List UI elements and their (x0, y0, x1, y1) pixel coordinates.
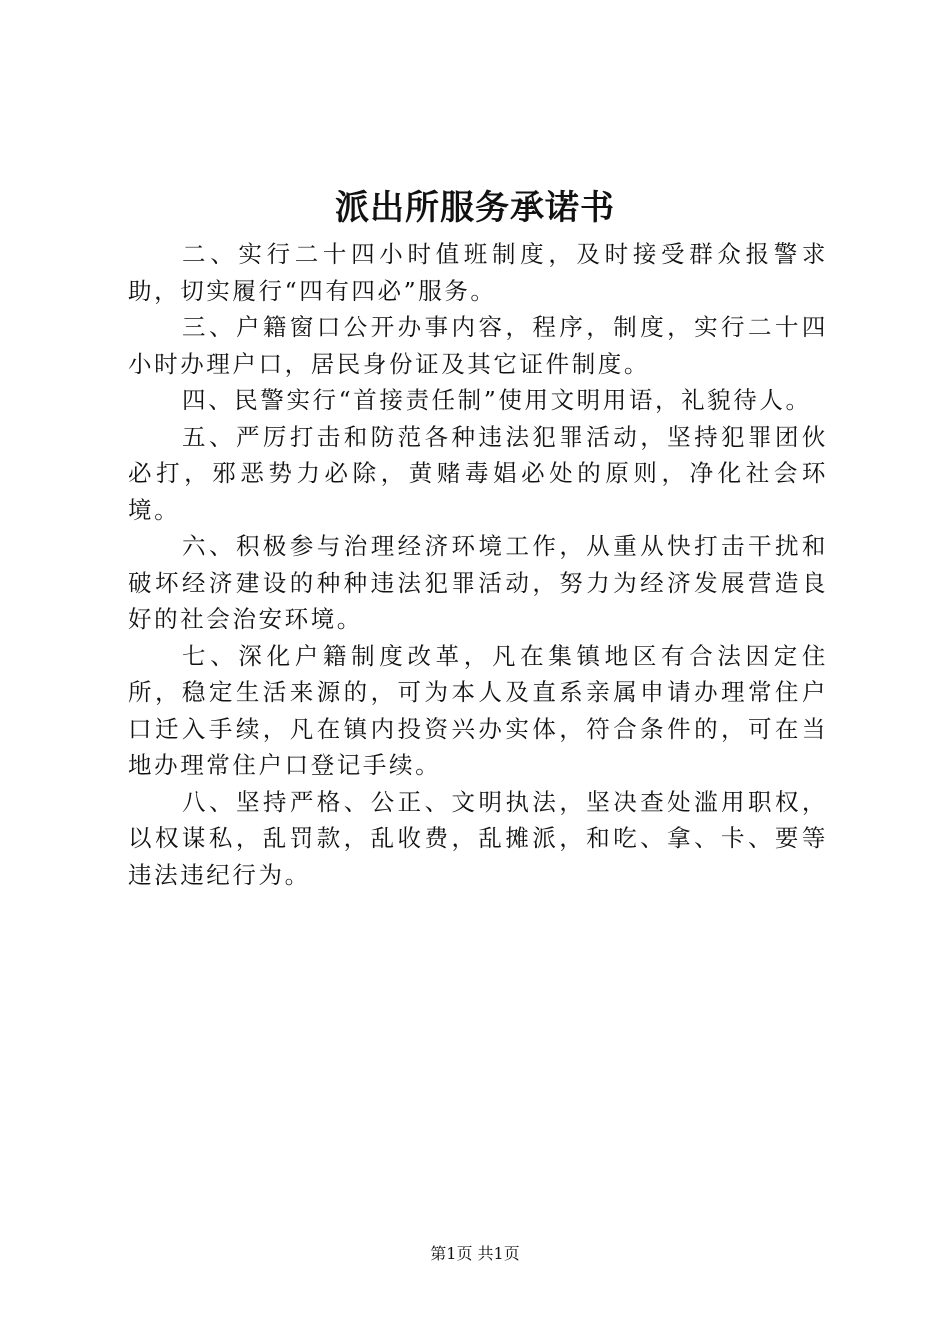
page-number-footer: 第1页 共1页 (430, 1244, 520, 1263)
document-title: 派出所服务承诺书 (335, 188, 615, 228)
paragraph-2: 二、实行二十四小时值班制度，及时接受群众报警求助，切实履行“四有四必”服务。 (128, 240, 828, 305)
paragraph-7: 七、深化户籍制度改革，凡在集镇地区有合法因定住所，稳定生活来源的，可为本人及直系亲属申请办理常住户口迁入手续，凡在镇内投资兴办实体，符合条件的，可在当地办理常住户口登记手续。 (128, 641, 828, 779)
paragraph-6: 六、积极参与治理经济环境工作，从重从快打击干扰和破坏经济建设的种种违法犯罪活动，努力为经济发展营造良好的社会治安环境。 (128, 532, 828, 633)
paragraph-5: 五、严厉打击和防范各种违法犯罪活动，坚持犯罪团伙必打，邪恶势力必除，黄赌毒娼必处的原则，净化社会环境。 (128, 422, 828, 524)
paragraph-8: 八、坚持严格、公正、文明执法，坚决查处滥用职权，以权谋私，乱罚款，乱收费，乱摊派，和吃、拿、卡、要等违法违纪行为。 (128, 787, 828, 889)
document-body (128, 236, 828, 893)
paragraph-3: 三、户籍窗口公开办事内容，程序，制度，实行二十四小时办理户口，居民身份证及其它证件制度。 (128, 313, 828, 378)
paragraph-4: 四、民警实行“首接责任制”使用文明用语，礼貌待人。 (182, 386, 812, 414)
